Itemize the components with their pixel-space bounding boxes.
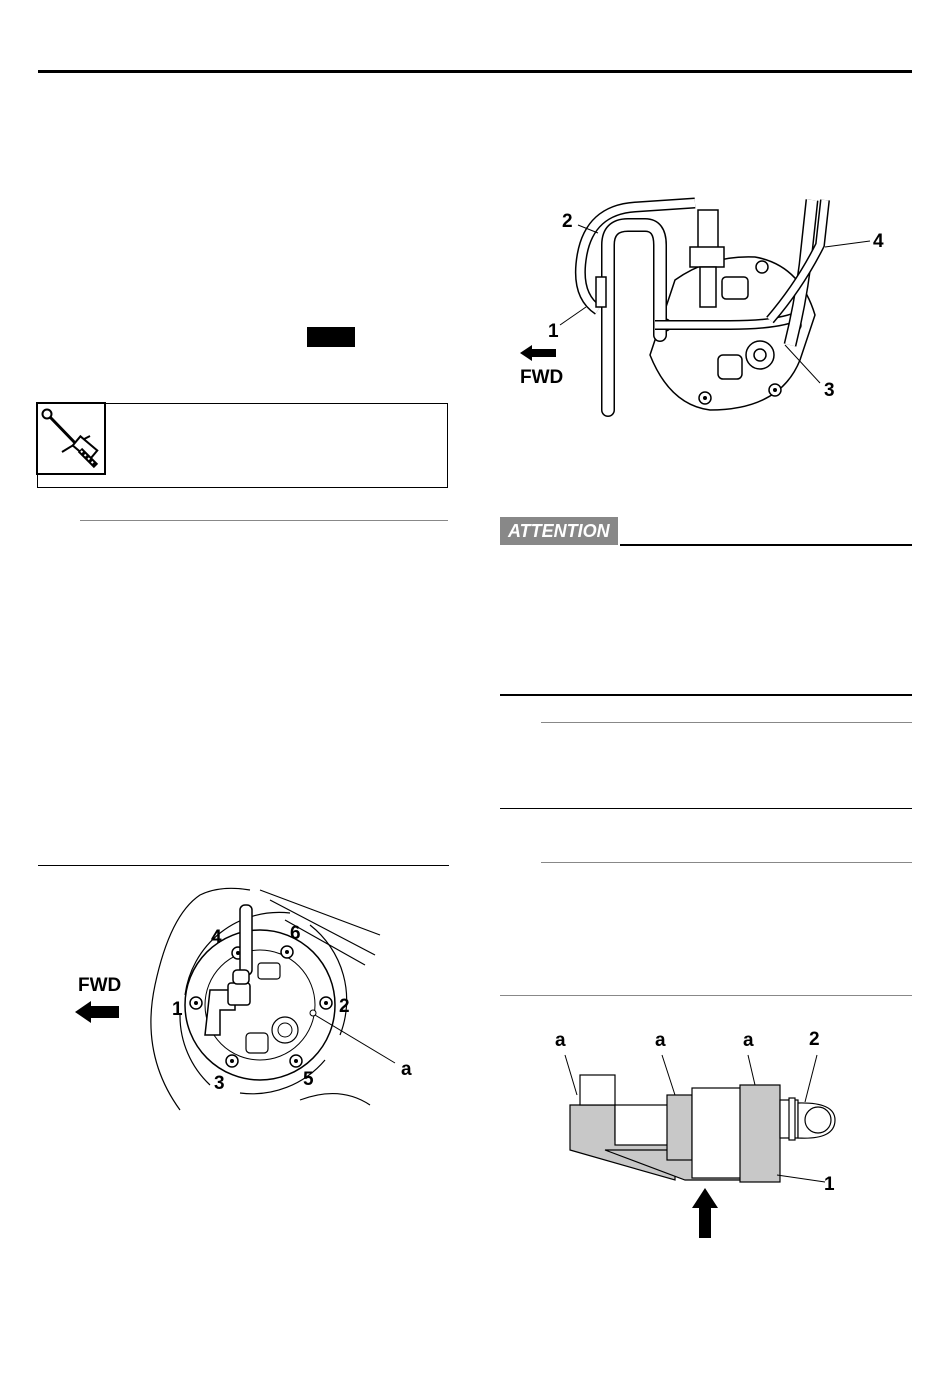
forward-arrow-icon xyxy=(75,1001,119,1023)
fwd-label-top: FWD xyxy=(520,367,564,388)
section-rule-left xyxy=(38,865,449,866)
header-rule xyxy=(38,70,912,73)
note-rule-left xyxy=(80,520,448,521)
forward-arrow-icon xyxy=(520,345,556,361)
callout-a2-right: a xyxy=(655,1030,666,1051)
up-arrow-icon xyxy=(692,1188,718,1238)
note-rule-right-1 xyxy=(541,722,912,723)
callout-1-right: 1 xyxy=(824,1174,835,1195)
callout-5-bottom: 5 xyxy=(303,1069,314,1090)
callout-4-top: 4 xyxy=(873,231,884,252)
callout-3-top: 3 xyxy=(824,380,835,401)
callout-1-top: 1 xyxy=(548,321,559,342)
attention-label: ATTENTION xyxy=(500,517,618,545)
callout-3-bottom: 3 xyxy=(214,1073,225,1094)
callout-a3-right: a xyxy=(743,1030,754,1051)
attention-rule xyxy=(620,544,912,546)
callout-a1-right: a xyxy=(555,1030,566,1051)
callout-2-bottom: 2 xyxy=(339,996,350,1017)
section-rule-right-1 xyxy=(500,694,912,696)
callout-2-top: 2 xyxy=(562,211,573,232)
callout-4-bottom: 4 xyxy=(211,927,222,948)
callout-6-bottom: 6 xyxy=(290,923,301,944)
fwd-label-bottom: FWD xyxy=(78,975,122,996)
black-tag-icon xyxy=(307,327,355,347)
callout-1-bottom: 1 xyxy=(172,999,183,1020)
callout-2-right: 2 xyxy=(809,1029,820,1050)
section-rule-right-3 xyxy=(500,995,912,996)
torque-spec-box xyxy=(37,403,448,488)
section-rule-right-2 xyxy=(500,808,912,809)
note-rule-right-2 xyxy=(541,862,912,863)
callout-a-bottom: a xyxy=(401,1059,412,1080)
torque-wrench-icon xyxy=(36,402,106,475)
